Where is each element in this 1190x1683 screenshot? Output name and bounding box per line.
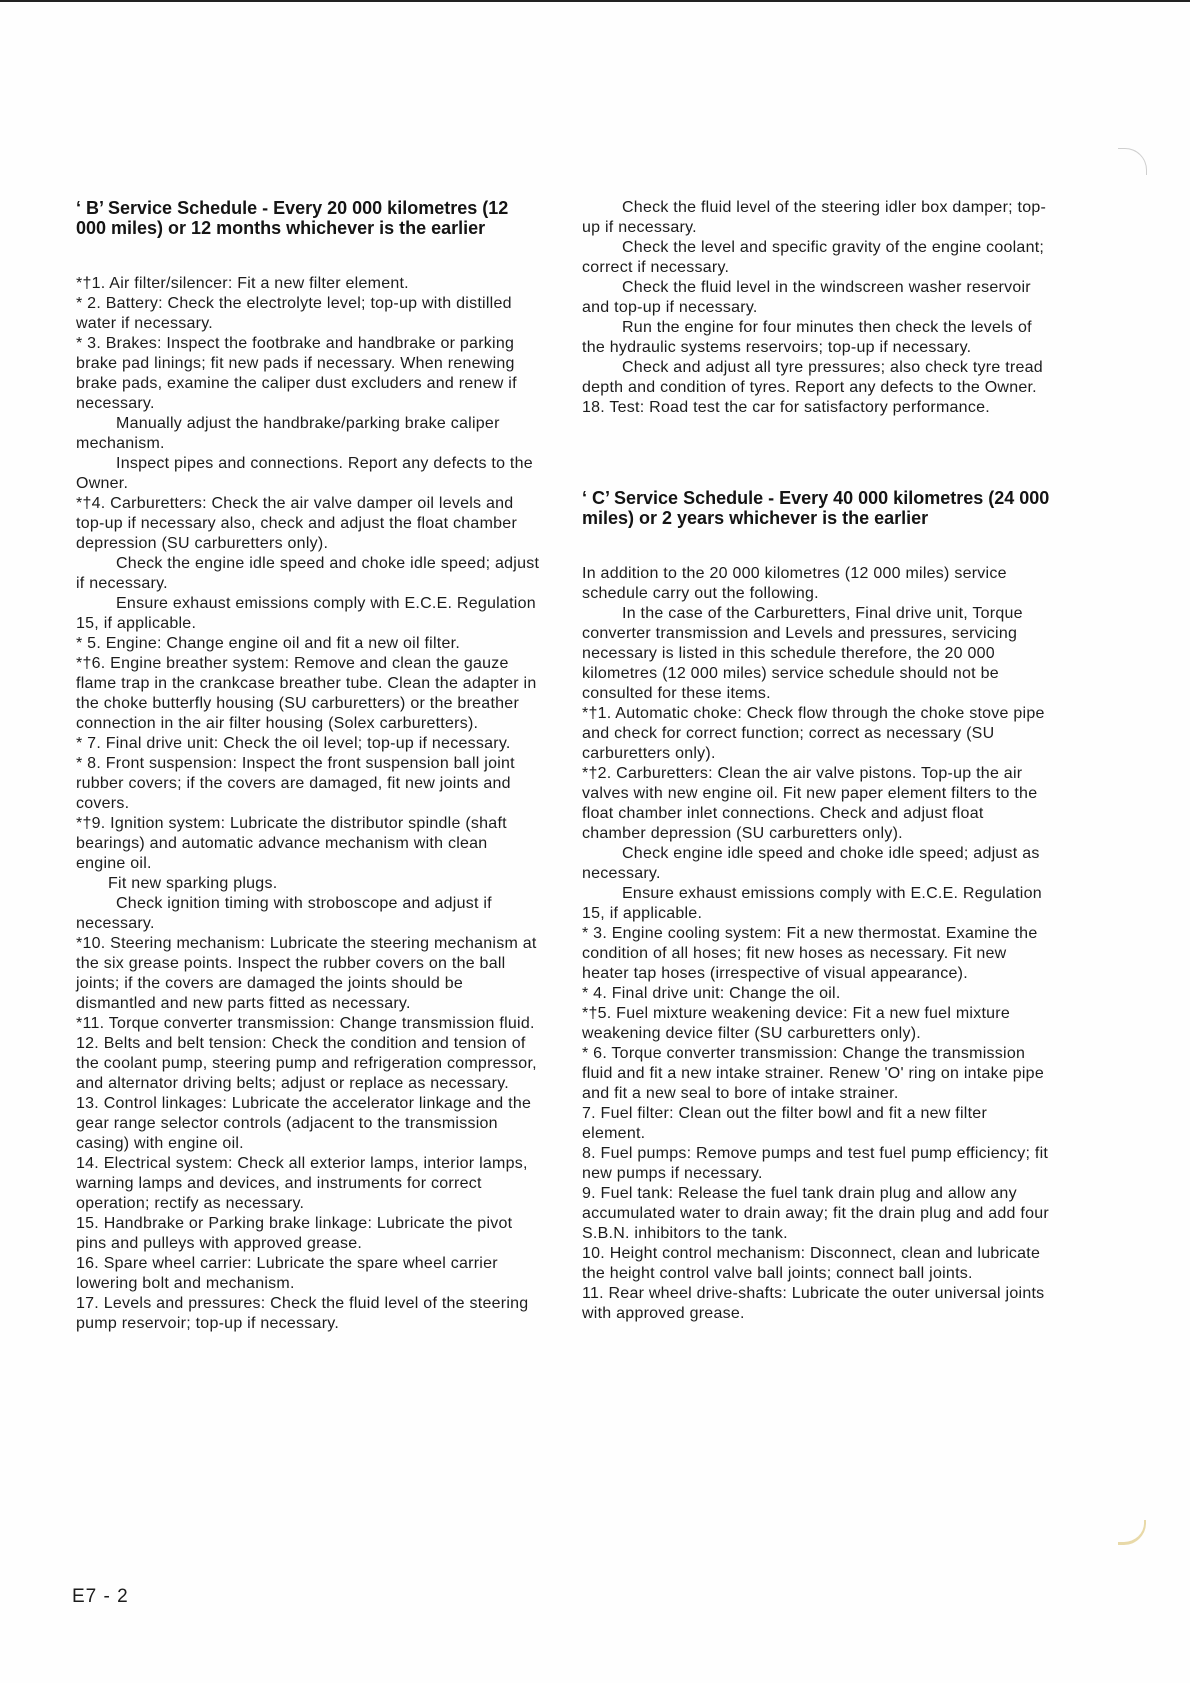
b-item-9-sub-2: Check ignition timing with stroboscope and adjust if necessary. (76, 895, 492, 932)
b-item-4-sub-2: Ensure exhaust emissions comply with E.C.E. Regulation 15, if applicable. (76, 595, 536, 632)
b-item-18: 18. Test: Road test the car for satisfactory performance. (582, 399, 990, 416)
b-item-17-sub-3: Check the fluid level in the windscreen washer reservoir and top-up if necessary. (582, 279, 1031, 316)
c-item-3: * 3. Engine cooling system: Fit a new thermostat. Examine the condition of all hoses; fit new hoses as necessary. Fit new heater tap hoses (irrespective of visual appearance). (582, 925, 1038, 982)
scan-mark-top (1118, 148, 1147, 175)
b-item-1: *†1. Air filter/silencer: Fit a new filter element. (76, 275, 409, 292)
b-item-17-sub-5: Check and adjust all tyre pressures; also check tyre tread depth and condition of tyres. Report any defects to the Owner. (582, 359, 1043, 396)
b-item-4-sub-1: Check the engine idle speed and choke idle speed; adjust if necessary. (76, 555, 540, 592)
c-item-2: *†2. Carburetters: Clean the air valve pistons. Top-up the air valves with new engine oil. Fit new paper element filters to the float chamber inlet connections. Check and adjust float chamber depression (SU carburetters only). (582, 765, 1038, 842)
right-column (582, 198, 1052, 1324)
c-schedule-heading: ‘ C’ Service Schedule - Every 40 000 kilometres (24 000 miles) or 2 years whichever is the earlier (582, 488, 1050, 528)
c-item-5: *†5. Fuel mixture weakening device: Fit a new fuel mixture weakening device filter (SU carburetters only). (582, 1005, 1011, 1042)
c-item-10: 10. Height control mechanism: Disconnect, clean and lubricate the height control valve ball joints; connect ball joints. (582, 1245, 1041, 1282)
b-item-8: * 8. Front suspension: Inspect the front suspension ball joint rubber covers; if the covers are damaged, fit new joints and covers. (76, 755, 515, 812)
c-item-1: *†1. Automatic choke: Check flow through the choke stove pipe and check for correct function; correct as necessary (SU carburetters only). (582, 705, 1045, 762)
b-item-5: * 5. Engine: Change engine oil and fit a new oil filter. (76, 635, 461, 652)
b-item-11: *11. Torque converter transmission: Change transmission fluid. (76, 1015, 535, 1032)
c-item-8: 8. Fuel pumps: Remove pumps and test fuel pump efficiency; fit new pumps if necessary. (582, 1145, 1049, 1182)
b-item-2: * 2. Battery: Check the electrolyte level; top-up with distilled water if necessary. (76, 295, 512, 332)
c-item-4: * 4. Final drive unit: Change the oil. (582, 985, 841, 1002)
b-item-9: *†9. Ignition system: Lubricate the distributor spindle (shaft bearings) and automatic advance mechanism with clean engine oil. (76, 815, 507, 872)
b-item-17-sub-2: Check the level and specific gravity of the engine coolant; correct if necessary. (582, 239, 1045, 276)
page-number: E7 - 2 (72, 1586, 129, 1607)
b-item-7: * 7. Final drive unit: Check the oil level; top-up if necessary. (76, 735, 511, 752)
b-schedule-heading: ‘ B’ Service Schedule - Every 20 000 kilometres (12 000 miles) or 12 months whichever is the earlier (76, 198, 509, 238)
b-item-13: 13. Control linkages: Lubricate the accelerator linkage and the gear range selector controls (adjacent to the transmission casing) with engine oil. (76, 1095, 532, 1152)
c-item-7: 7. Fuel filter: Clean out the filter bowl and fit a new filter element. (582, 1105, 988, 1142)
left-column (76, 198, 541, 1334)
b-item-3-sub-1: Manually adjust the handbrake/parking brake caliper mechanism. (76, 415, 500, 452)
b-item-16: 16. Spare wheel carrier: Lubricate the spare wheel carrier lowering bolt and mechanism. (76, 1255, 498, 1292)
c-item-2-sub-1: Check engine idle speed and choke idle speed; adjust as necessary. (582, 845, 1040, 882)
b-item-12: 12. Belts and belt tension: Check the condition and tension of the coolant pump, steering pump and refrigeration compressor, and alternator driving belts; adjust or replace as necessary. (76, 1035, 537, 1092)
b-item-3: * 3. Brakes: Inspect the footbrake and handbrake or parking brake pad linings; fit new pads if necessary. When renewing brake pads, examine the caliper dust excluders and renew if necessary. (76, 335, 517, 412)
b-item-17-sub-4: Run the engine for four minutes then check the levels of the hydraulic systems reservoirs; top-up if necessary. (582, 319, 1032, 356)
c-item-11: 11. Rear wheel drive-shafts: Lubricate the outer universal joints with approved grease. (582, 1285, 1045, 1322)
b-item-17: 17. Levels and pressures: Check the fluid level of the steering pump reservoir; top-up if necessary. (76, 1295, 529, 1332)
c-item-9: 9. Fuel tank: Release the fuel tank drain plug and allow any accumulated water to drain away; fit the drain plug and add four S.B.N. inhibitors to the tank. (582, 1185, 1049, 1242)
top-border (0, 0, 1190, 2)
b-item-3-sub-2: Inspect pipes and connections. Report any defects to the Owner. (76, 455, 533, 492)
b-item-9-sub-1: Fit new sparking plugs. (108, 875, 278, 892)
b-item-10: *10. Steering mechanism: Lubricate the steering mechanism at the six grease points. Inspect the rubber covers on the ball joints; if the covers are damaged the joints should be dismantled and new parts fitted as necessary. (76, 935, 537, 1012)
scan-mark-bottom (1118, 1520, 1146, 1545)
b-item-6: *†6. Engine breather system: Remove and clean the gauze flame trap in the crankcase breather tube. Clean the adapter in the choke butterfly housing (SU carburetters) or the breather connection in the air filter housing (Solex carburetters). (76, 655, 537, 732)
c-intro-2: In the case of the Carburetters, Final drive unit, Torque converter transmission and Levels and pressures, servicing necessary is listed in this schedule therefore, the 20 000 kilometres (12 000 miles) service schedule should not be consulted for these items. (582, 605, 1023, 702)
c-item-2-sub-2: Ensure exhaust emissions comply with E.C.E. Regulation 15, if applicable. (582, 885, 1042, 922)
b-item-4: *†4. Carburetters: Check the air valve damper oil levels and top-up if necessary also, check and adjust the float chamber depression (SU carburetters only). (76, 495, 518, 552)
b-item-14: 14. Electrical system: Check all exterior lamps, interior lamps, warning lamps and devices, and instruments for correct operation; rectify as necessary. (76, 1155, 528, 1212)
c-intro-1: In addition to the 20 000 kilometres (12 000 miles) service schedule carry out the following. (582, 565, 1007, 602)
b-item-15: 15. Handbrake or Parking brake linkage: Lubricate the pivot pins and pulleys with approved grease. (76, 1215, 513, 1252)
b-item-17-sub-1: Check the fluid level of the steering idler box damper; top-up if necessary. (582, 199, 1047, 236)
c-item-6: * 6. Torque converter transmission: Change the transmission fluid and fit a new intake strainer. Renew 'O' ring on intake pipe and fit a new seal to bore of intake strainer. (582, 1045, 1044, 1102)
